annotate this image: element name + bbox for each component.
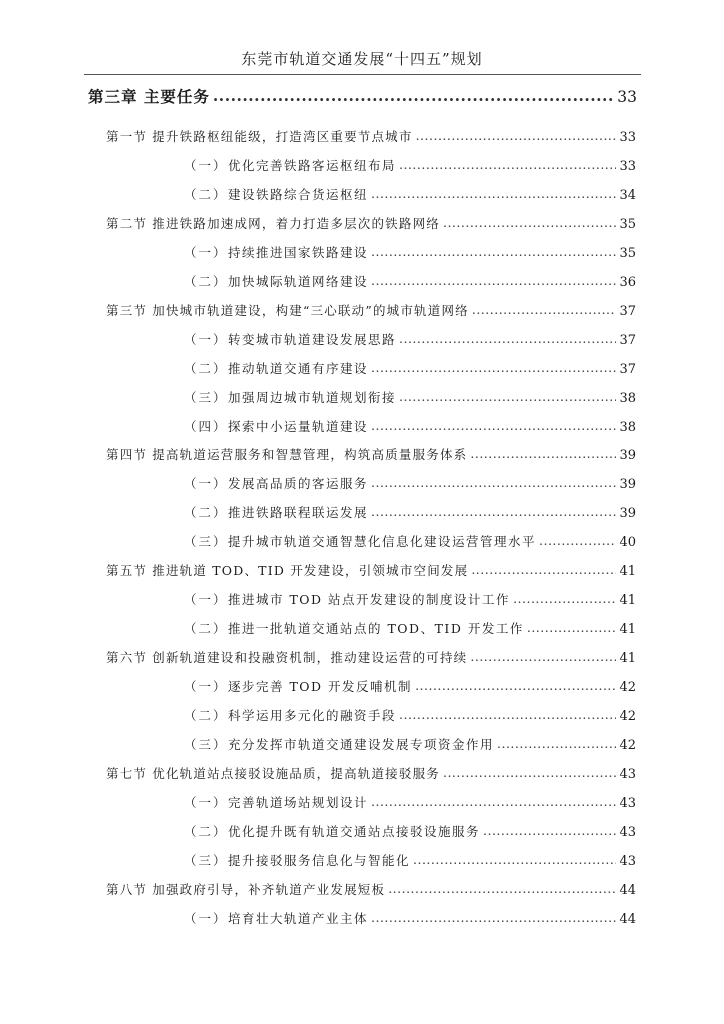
toc-subsection-title: 完善轨道场站规划设计 — [228, 794, 369, 810]
toc-subsection-title: 提升接驳服务信息化与智能化 — [228, 852, 411, 868]
toc-subsection-number: （一） — [184, 679, 228, 694]
toc-subsection-entry[interactable] — [184, 792, 636, 814]
toc-page-number: 39 — [619, 448, 636, 464]
toc-subsection-label — [184, 416, 368, 438]
toc-subsection-entry[interactable] — [184, 184, 636, 206]
toc-subsection-entry[interactable] — [184, 531, 636, 553]
toc-page-number: 42 — [619, 737, 636, 753]
toc-subsection-number: （二） — [184, 621, 228, 637]
toc-page-number: 39 — [619, 477, 636, 493]
toc-section-entry[interactable] — [106, 647, 636, 669]
toc-leader — [371, 415, 616, 437]
toc-subsection-label — [184, 734, 494, 756]
toc-page-number: 34 — [619, 187, 636, 203]
toc-leader — [471, 559, 616, 581]
toc-page-number: 38 — [619, 390, 636, 406]
toc-subsection-label — [184, 358, 368, 380]
toc-subsection-title: 建设铁路综合货运枢纽 — [228, 186, 369, 202]
toc-subsection-label — [184, 502, 368, 524]
toc-subsection-title: 培育壮大轨道产业主体 — [228, 910, 369, 926]
toc-leader — [497, 733, 616, 755]
toc-leader — [371, 270, 616, 292]
toc-subsection-entry[interactable] — [184, 589, 636, 611]
toc-leader — [371, 472, 616, 494]
toc-page-number: 43 — [619, 795, 636, 811]
toc-subsection-title: 优化提升既有轨道交通站点接驳设施服务 — [228, 823, 481, 839]
toc-subsection-number: （一） — [184, 592, 228, 608]
toc-subsection-number: （一） — [184, 476, 228, 492]
toc-page-number: 37 — [619, 332, 636, 348]
toc-subsection-number: （一） — [184, 157, 228, 173]
toc-section-entry[interactable] — [106, 444, 636, 466]
toc-subsection-number: （二） — [184, 505, 228, 521]
toc-section-label: 第二节 推进铁路加速成网，着力打造多层次的铁路网络 — [106, 215, 440, 231]
toc-section-entry[interactable] — [106, 560, 636, 582]
toc-subsection-label — [184, 850, 410, 872]
toc-subsection-title: 科学运用多元化的融资手段 — [228, 708, 397, 723]
toc-subsection-label — [184, 676, 412, 698]
toc-subsection-number: （二） — [184, 186, 228, 202]
toc-subsection-title: 持续推进国家铁路建设 — [228, 244, 369, 260]
toc-subsection-entry[interactable] — [184, 387, 636, 409]
toc-subsection-title: 发展高品质的客运服务 — [228, 476, 369, 492]
toc-section-label: 第五节 推进轨道 TOD、TID 开发建设，引领城市空间发展 — [106, 563, 469, 579]
toc-page-number: 41 — [619, 622, 636, 638]
toc-page-number: 44 — [619, 911, 636, 927]
toc-subsection-entry[interactable] — [184, 502, 636, 524]
toc-subsection-title: 推进一批轨道交通站点的 TOD、TID 开发工作 — [228, 621, 524, 637]
toc-subsection-title: 转变城市轨道建设发展思路 — [228, 331, 397, 347]
toc-subsection-title: 加强周边城市轨道规划衔接 — [228, 389, 397, 405]
toc-subsection-number: （一） — [184, 794, 228, 810]
toc-chapter-entry[interactable] — [88, 86, 637, 108]
toc-page-number: 37 — [619, 361, 636, 377]
toc-section-label: 第六节 创新轨道建设和投融资机制，推动建设运营的可持续 — [106, 650, 468, 666]
toc-subsection-entry[interactable] — [184, 473, 636, 495]
toc-page-number: 42 — [619, 680, 636, 695]
toc-subsection-entry[interactable] — [184, 676, 636, 698]
toc-subsection-title: 推动轨道交通有序建设 — [228, 360, 369, 376]
toc-subsection-number: （三） — [184, 736, 228, 752]
toc-leader — [371, 791, 616, 813]
toc-leader — [388, 878, 616, 900]
toc-leader — [399, 386, 616, 408]
toc-subsection-entry[interactable] — [184, 329, 636, 351]
toc-subsection-label — [184, 242, 368, 264]
toc-section-label: 第四节 提高轨道运营服务和智慧管理，构筑高质量服务体系 — [106, 447, 468, 463]
toc-leader — [213, 85, 614, 107]
toc-page-number: 44 — [619, 882, 636, 898]
toc-subsection-entry[interactable] — [184, 242, 636, 264]
toc-subsection-number: （二） — [184, 273, 228, 289]
toc-section-entry[interactable] — [106, 763, 636, 785]
toc-page-number: 43 — [619, 824, 636, 840]
toc-leader — [371, 907, 616, 929]
toc-subsection-label — [184, 473, 368, 495]
toc-page-number: 33 — [617, 88, 637, 106]
toc-section-label: 第一节 提升铁路枢纽能级，打造湾区重要节点城市 — [106, 129, 413, 144]
toc-subsection-number: （一） — [184, 331, 228, 347]
toc-page-number: 40 — [619, 535, 636, 551]
toc-leader — [371, 501, 616, 523]
toc-leader — [470, 443, 616, 465]
toc-subsection-entry[interactable] — [184, 734, 636, 756]
toc-subsection-entry[interactable] — [184, 358, 636, 380]
toc-subsection-label — [184, 329, 396, 351]
toc-page-number: 33 — [619, 158, 636, 174]
toc-section-label: 第三节 加快城市轨道建设，构建“三心联动”的城市轨道网络 — [106, 302, 469, 318]
toc-subsection-label — [184, 908, 368, 930]
toc-subsection-number: （四） — [184, 418, 228, 434]
toc-subsection-label — [184, 618, 524, 640]
toc-page-number: 35 — [619, 216, 636, 232]
toc-leader — [371, 183, 616, 205]
toc-leader — [416, 125, 617, 147]
toc-subsection-entry[interactable] — [184, 618, 636, 640]
toc-subsection-title: 加快城际轨道网络建设 — [228, 273, 369, 289]
toc-leader — [470, 646, 616, 668]
toc-leader — [413, 849, 616, 871]
toc-subsection-label — [184, 792, 368, 814]
toc-subsection-entry[interactable] — [184, 821, 636, 843]
toc-subsection-number: （三） — [184, 534, 228, 550]
toc-section-entry[interactable] — [106, 126, 636, 148]
toc-page-number: 41 — [619, 564, 636, 580]
toc-subsection-title: 推进城市 TOD 站点开发建设的制度设计工作 — [228, 592, 511, 608]
toc-subsection-entry[interactable] — [184, 850, 636, 872]
toc-leader — [415, 675, 616, 697]
toc-chapter-label: 第三章 主要任务 — [88, 87, 210, 106]
toc-subsection-label — [184, 589, 510, 611]
toc-page-number: 39 — [619, 506, 636, 522]
toc-subsection-number: （一） — [184, 910, 228, 926]
toc-section-entry[interactable] — [106, 213, 636, 235]
toc-subsection-number: （二） — [184, 360, 228, 376]
toc-page-number: 35 — [619, 245, 636, 261]
toc-subsection-number: （三） — [184, 852, 228, 868]
toc-page-number: 38 — [619, 419, 636, 435]
toc-page-number: 41 — [619, 651, 636, 667]
toc-subsection-entry[interactable] — [184, 705, 636, 727]
toc-subsection-label — [184, 155, 396, 177]
toc-subsection-title: 充分发挥市轨道交通建设发展专项资金作用 — [228, 736, 495, 752]
toc-subsection-entry[interactable] — [184, 271, 636, 293]
toc-page-number: 43 — [619, 766, 636, 782]
toc-leader — [472, 299, 617, 321]
toc-page-number: 33 — [619, 130, 636, 145]
toc-subsection-entry[interactable] — [184, 908, 636, 930]
toc-section-label: 第七节 优化轨道站点接驳设施品质，提高轨道接驳服务 — [106, 765, 440, 781]
toc-subsection-label — [184, 184, 368, 206]
toc-leader — [371, 241, 616, 263]
toc-leader — [399, 328, 616, 350]
toc-leader — [371, 357, 616, 379]
toc-leader — [443, 762, 616, 784]
toc-subsection-label — [184, 821, 480, 843]
toc-page-number: 41 — [619, 593, 636, 609]
toc-leader — [483, 820, 616, 842]
toc-subsection-entry[interactable] — [184, 416, 636, 438]
toc-subsection-title: 探索中小运量轨道建设 — [228, 418, 369, 434]
toc-subsection-entry[interactable] — [184, 155, 636, 177]
toc-subsection-label — [184, 705, 396, 727]
toc-subsection-title: 优化完善铁路客运枢纽布局 — [228, 157, 397, 173]
toc-subsection-number: （二） — [184, 823, 228, 839]
toc-subsection-number: （三） — [184, 389, 228, 405]
page-header: 东莞市轨道交通发展“十四五”规划 — [241, 50, 483, 68]
toc-subsection-title: 提升城市轨道交通智慧化信息化建设运营管理水平 — [228, 534, 537, 550]
toc-page-number: 43 — [619, 853, 636, 869]
toc-leader — [443, 212, 616, 234]
toc-leader — [527, 617, 617, 639]
toc-subsection-label — [184, 271, 368, 293]
toc-leader — [399, 154, 616, 176]
toc-page-number: 36 — [619, 274, 636, 290]
toc-leader — [539, 530, 616, 552]
toc-section-label: 第八节 加强政府引导，补齐轨道产业发展短板 — [106, 881, 386, 897]
toc-subsection-label — [184, 531, 536, 553]
toc-subsection-number: （二） — [184, 708, 228, 723]
toc-subsection-title: 逐步完善 TOD 开发反哺机制 — [228, 679, 413, 694]
toc-leader — [399, 704, 616, 726]
toc-subsection-label — [184, 387, 396, 409]
toc-page-number: 42 — [619, 709, 636, 724]
toc-section-entry[interactable] — [106, 300, 636, 322]
toc-subsection-number: （一） — [184, 244, 228, 260]
toc-page-number: 37 — [619, 303, 636, 319]
toc-subsection-title: 推进铁路联程联运发展 — [228, 505, 369, 521]
toc-leader — [513, 588, 616, 610]
toc-section-entry[interactable] — [106, 879, 636, 901]
